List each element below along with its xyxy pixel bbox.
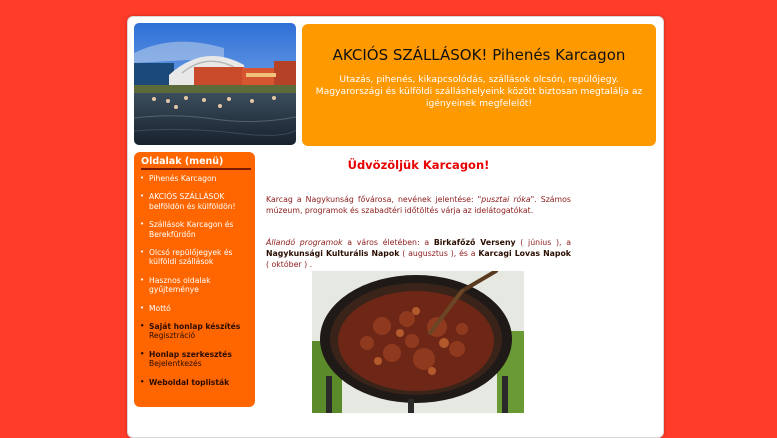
event-kulturalis-napok: Nagykunsági Kulturális Napok (266, 249, 400, 258)
intro-text: ". Számos múzeum, programok és szabadtéri időtöltés várja az idelátogatókat. (266, 195, 571, 215)
sidebar-sublink-bejelentkezes[interactable]: Bejelentkezés (149, 359, 202, 369)
sidebar-item-honlap-szerkesztes[interactable] (140, 350, 252, 369)
sidebar-link[interactable]: AKCIÓS SZÁLLÁSOK belföldön és külföldön! (149, 192, 236, 211)
event-birkafozo: Birkafőző Verseny (433, 238, 516, 247)
sidebar-item-akcios-szallasok[interactable] (140, 192, 252, 211)
sidebar-item-motto[interactable] (140, 304, 252, 313)
sidebar-item-sajat-honlap[interactable] (140, 322, 252, 341)
intro-text: Karcag a Nagykunság fővárosa, nevének jelentése: " (266, 195, 482, 204)
sidebar-item-weboldal-toplistak[interactable] (140, 378, 252, 387)
sidebar-link[interactable]: Weboldal toplisták (149, 377, 230, 387)
site-title: AKCIÓS SZÁLLÁSOK! Pihenés Karcagon (332, 46, 626, 64)
intro-italic: pusztai róka (481, 195, 531, 204)
sidebar-item-szallasok-karcagon[interactable] (140, 220, 252, 239)
sidebar-menu-list (140, 174, 252, 396)
programs-text: ( október ) . (266, 260, 313, 269)
welcome-heading: Üdvözöljük Karcagon! (347, 158, 490, 172)
programs-text: ( augusztus ), és a (399, 249, 479, 258)
header-banner (302, 24, 656, 146)
site-description: Utazás, pihenés, kikapcsolódás, szállások olcsón, repülőjegy. Magyarországi és külföldi szálláshelyeink között biztosan megtalálja az igényeinek megfelelőt! (315, 74, 643, 109)
sidebar-item-olcso-repulojegyek[interactable] (140, 248, 252, 267)
programs-text: a város életében: a (342, 238, 434, 247)
sidebar-sublink-regisztracio[interactable]: Regisztráció (149, 331, 196, 341)
header-photo-thermal-bath (134, 23, 296, 145)
sidebar-link[interactable]: Szállások Karcagon és Berekfürdőn (149, 220, 234, 239)
programs-paragraph (266, 237, 571, 270)
sidebar-link[interactable]: Olcsó repülőjegyek és külföldi szállások (149, 248, 233, 267)
sidebar-link[interactable]: Hasznos oldalak gyűjteménye (149, 275, 211, 295)
sidebar-menu (134, 152, 255, 407)
sidebar-item-hasznos-oldalak[interactable] (140, 276, 252, 295)
programs-text: ( június ), a (515, 238, 571, 247)
page-container (127, 16, 664, 438)
programs-italic: Állandó programok (266, 238, 343, 247)
sidebar-link[interactable]: Mottó (149, 303, 171, 313)
stew-cauldron-photo (312, 271, 524, 413)
sidebar-link[interactable]: Saját honlap készítés (149, 322, 241, 332)
event-lovas-napok: Karcagi Lovas Napok (478, 249, 571, 258)
thermal-bath-image (134, 23, 296, 145)
sidebar-link[interactable]: Honlap szerkesztés (149, 349, 232, 359)
intro-paragraph (266, 194, 571, 216)
stew-cauldron-image (312, 271, 524, 413)
sidebar-link[interactable]: Pihenés Karcagon (149, 174, 217, 183)
sidebar-title: Oldalak (menü) (141, 156, 251, 170)
sidebar-item-pihenes-karcagon[interactable] (140, 174, 252, 183)
